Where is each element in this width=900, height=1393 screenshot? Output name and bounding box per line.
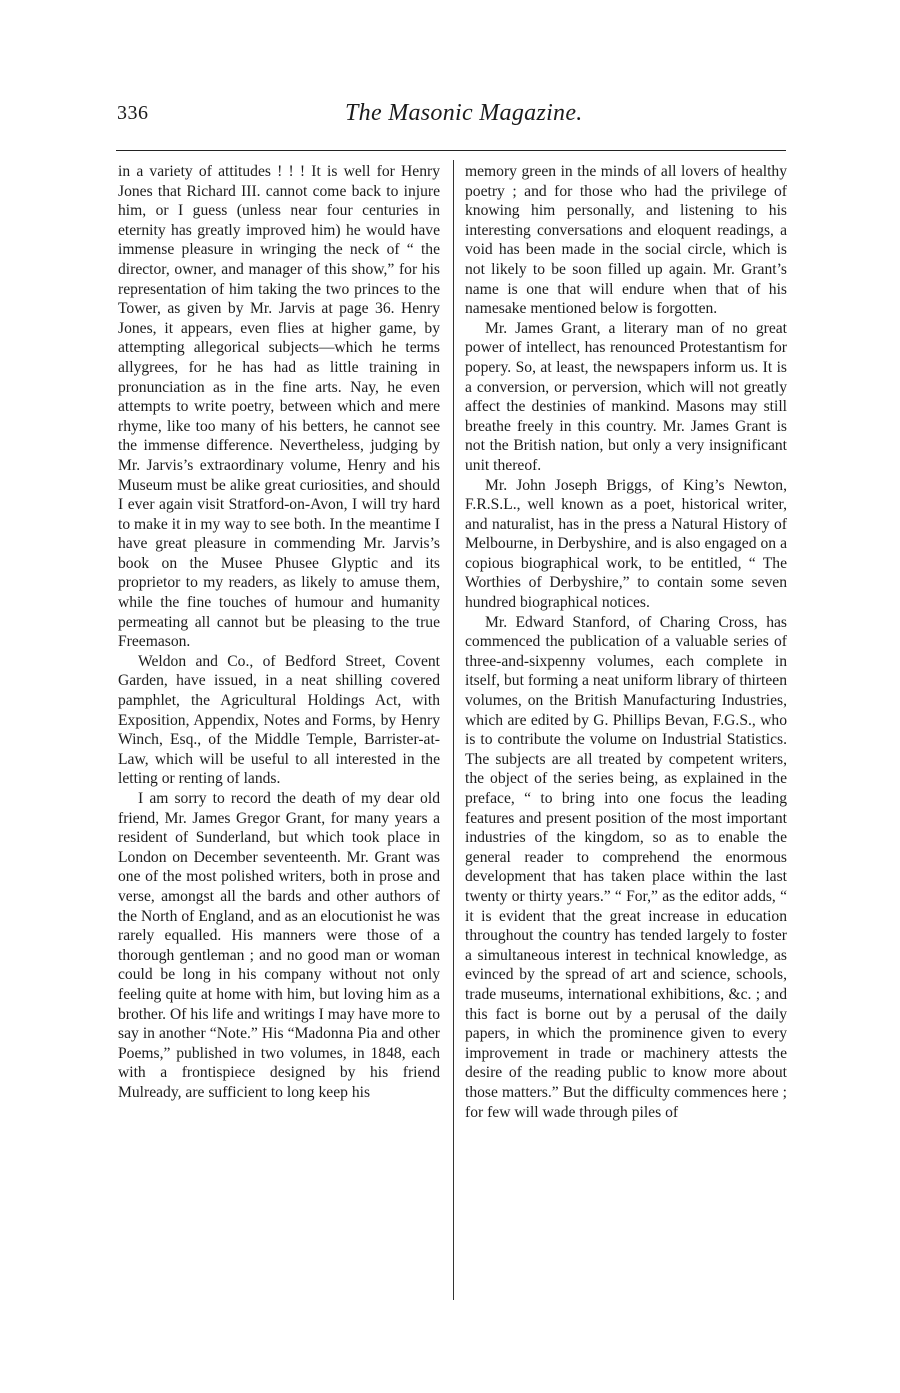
left-column <box>118 162 440 1103</box>
paragraph: memory green in the minds of all lovers of healthy poetry ; and for those who had the privilege of knowing him personally, and listening to his interesting conversations and eloquent readings, a void has been made in the social circle, which is not likely to be soon filled up again. Mr. Grant’s name is one that will endure when that of his namesake mentioned below is forgotten. <box>465 163 787 318</box>
page-number: 336 <box>117 102 149 124</box>
paragraph: Weldon and Co., of Bedford Street, Covent Garden, have issued, in a neat shilling covered pamphlet, the Agricultural Holdings Act, with Exposition, Appendix, Notes and Forms, by Henry Winch, Esq., of the Middle Temple, Barrister-at-Law, which will be useful to all interested in the letting or renting of lands. <box>118 652 440 788</box>
header-rule <box>116 150 786 151</box>
paragraph: Mr. John Joseph Briggs, of King’s Newton, F.R.S.L., well known as a poet, historical writer, and naturalist, has in the press a Natural History of Melbourne, in Derbyshire, and is also engaged on a copious biographical work, to be entitled, “ The Worthies of Derbyshire,” to contain some seven hundred biographical notices. <box>465 476 787 612</box>
column-divider <box>453 160 454 1300</box>
paragraph: I am sorry to record the death of my dear old friend, Mr. James Gregor Grant, for many years a resident of Sunderland, but which took place in London on December seventeenth. Mr. Grant was one of the most polished writers, both in prose and verse, amongst all the bards and other authors of the North of England, and as an elocutionist he was rarely equalled. His manners were those of a thorough gentleman ; and no good man or woman could be long in his company without not only feeling quite at home with him, but loving him as a brother. Of his life and writings I may have more to say in another “Note.” His “Madonna Pia and other Poems,” published in two volumes, in 1848, each with a frontispiece designed by his friend Mulready, are sufficient to long keep his <box>118 790 440 1101</box>
paragraph: Mr. James Grant, a literary man of no great power of intellect, has renounced Protestantism for popery. So, at least, the newspapers inform us. It is a conversion, or perversion, which will not greatly affect the destinies of mankind. Masons may still breathe freely in this country. Mr. James Grant is not the British nation, but only a very insignificant unit thereof. <box>465 319 787 474</box>
running-title: The Masonic Magazine. <box>345 100 583 126</box>
right-column <box>465 162 787 1122</box>
paragraph: in a variety of attitudes ! ! ! It is well for Henry Jones that Richard III. cannot come back to injure him, or I guess (unless near four centuries in eternity has greatly improved him) he would have immense pleasure in wringing the neck of “ the director, owner, and manager of this show,” for his representation of him taking the two princes to the Tower, as given by Mr. Jarvis at page 36. Henry Jones, it appears, even flies at higher game, by attempting allegorical subjects—which he terms allygrees, for he has had as little training in pronunciation as in the fine arts. Nay, he even attempts to write poetry, between which and mere rhyme, like too many of his betters, he cannot see the immense difference. Nevertheless, judging by Mr. Jarvis’s extraordinary volume, Henry and his Museum must be alike great curiosities, and should I ever again visit Stratford-on-Avon, I will try hard to make it in my way to see both. In the meantime I have great pleasure in commending Mr. Jarvis’s book on the Musee Phusee Glyptic and its proprietor to my readers, as likely to amuse them, while the fine touches of humour and humanity permeating all cannot but be pleasing to the true Freemason. <box>118 163 440 651</box>
paragraph: Mr. Edward Stanford, of Charing Cross, has commenced the publication of a valuable series of three-and-sixpenny volumes, each complete in itself, but forming a neat uniform library of thirteen volumes, on the British Manufacturing Industries, which are edited by G. Phillips Bevan, F.G.S., who is to contribute the volume on Industrial Statistics. The subjects are all treated by competent writers, the object of the series being, as explained in the preface, “ to bring into one focus the leading features and present position of the most important industries of the kingdom, so as to enable the general reader to comprehend the enormous development that has taken place within the last twenty or thirty years.” “ For,” as the editor adds, “ it is evident that the great increase in education throughout the country has tended largely to foster a simultaneous interest in technical knowledge, as evinced by the spread of art and science, schools, trade museums, international exhibitions, &c. ; and this fact is borne out by a perusal of the daily papers, in which the prominence given to every improvement in trade or machinery attests the desire of the reading public to know more about those matters.” But the difficulty commences here ; for few will wade through piles of <box>465 613 787 1121</box>
